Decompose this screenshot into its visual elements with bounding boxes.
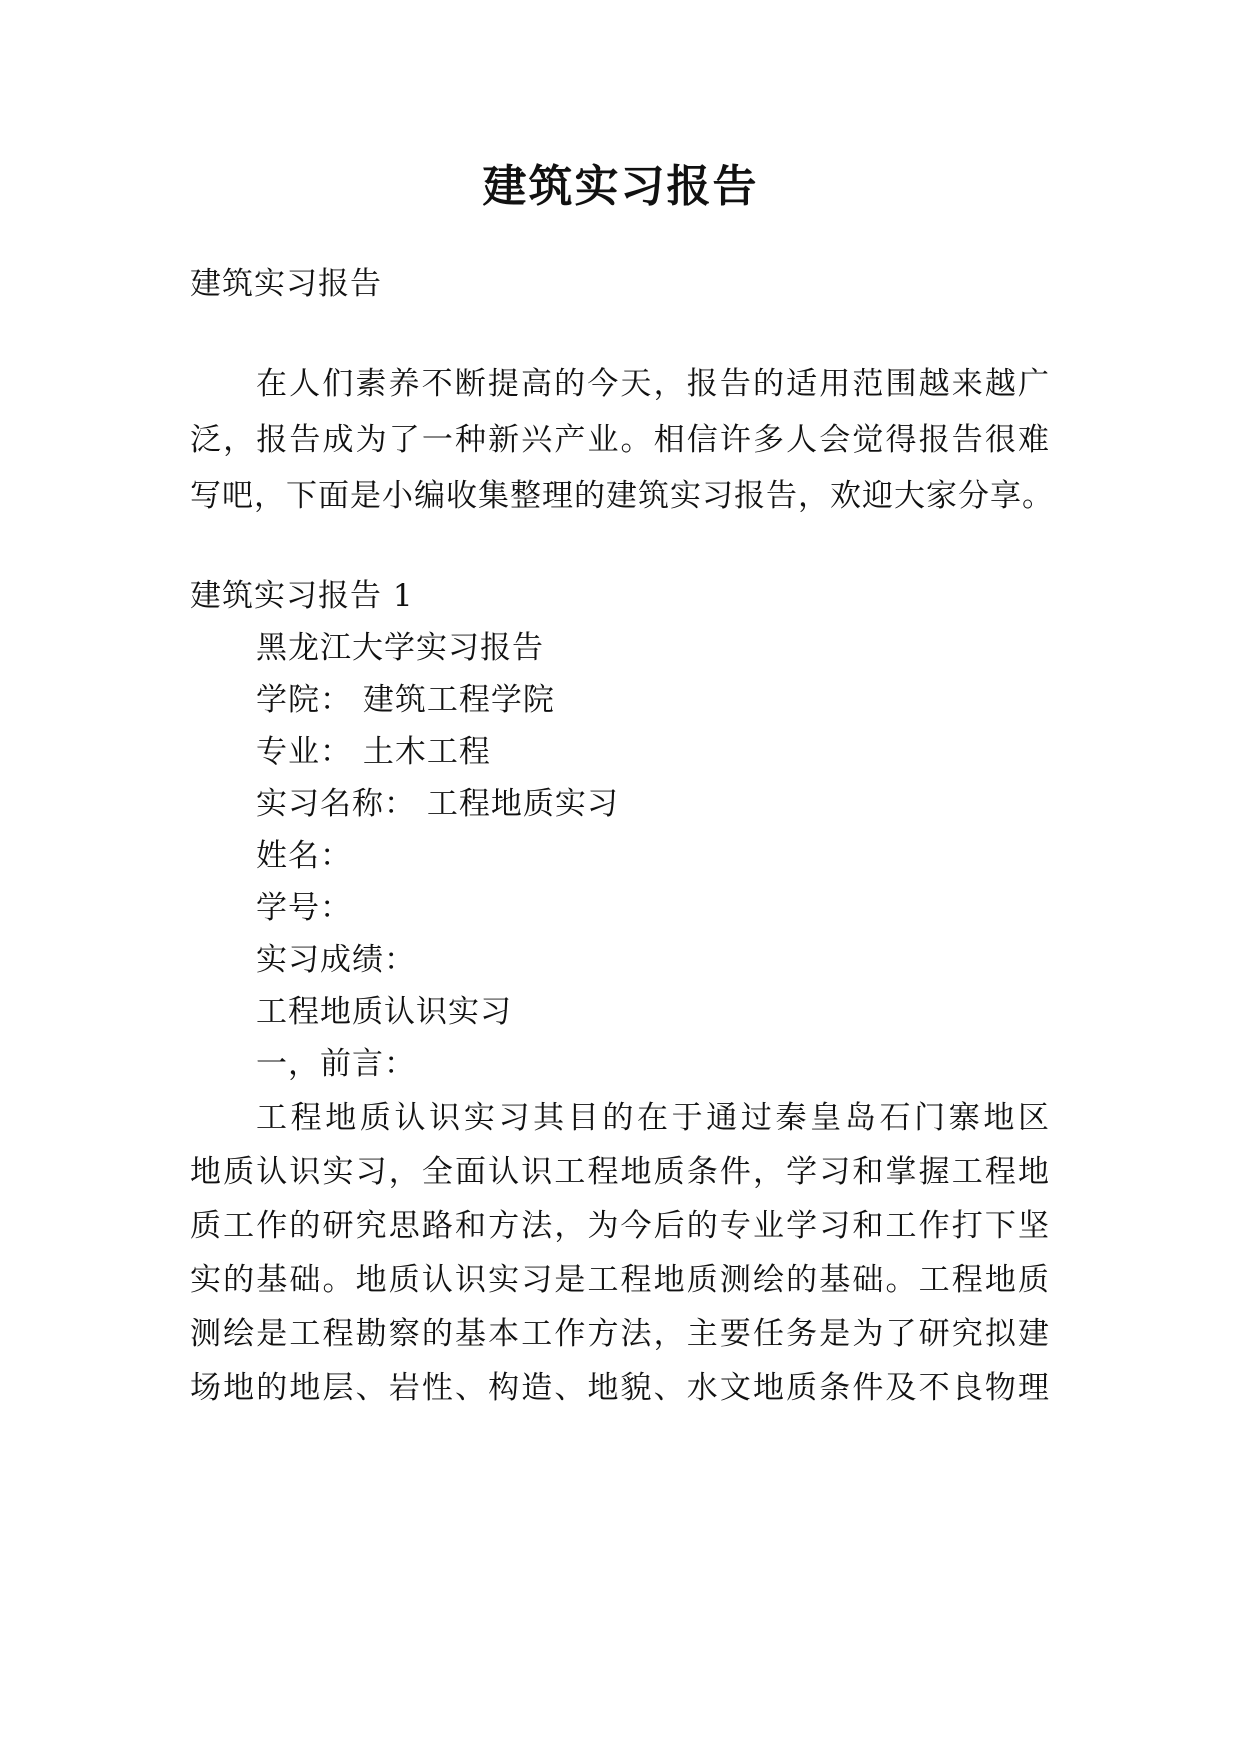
report-info-line: 专业： 土木工程 — [256, 734, 491, 770]
report-info-line: 工程地质认识实习 — [256, 994, 512, 1030]
body-line: 质工作的研究思路和方法，为今后的专业学习和工作打下坚 — [190, 1208, 1050, 1244]
body-line: 地质认识实习，全面认识工程地质条件，学习和掌握工程地 — [190, 1154, 1050, 1190]
body-line: 实的基础。地质认识实习是工程地质测绘的基础。工程地质 — [190, 1262, 1050, 1298]
document-subtitle: 建筑实习报告 — [190, 266, 382, 302]
body-line: 场地的地层、岩性、构造、地貌、水文地质条件及不良物理 — [190, 1370, 1050, 1406]
report-info-line: 姓名： — [256, 838, 352, 874]
section-heading: 建筑实习报告 1 — [190, 578, 414, 614]
body-line: 工程地质认识实习其目的在于通过秦皇岛石门寨地区 — [256, 1100, 1050, 1136]
report-info-line: 学号： — [256, 890, 352, 926]
document-title: 建筑实习报告 — [482, 161, 759, 212]
report-info-line: 实习成绩： — [256, 942, 416, 978]
report-info-line: 学院： 建筑工程学院 — [256, 682, 555, 718]
report-info-line: 黑龙江大学实习报告 — [256, 630, 544, 666]
intro-line: 在人们素养不断提高的今天，报告的适用范围越来越广 — [256, 366, 1050, 402]
intro-line: 写吧，下面是小编收集整理的建筑实习报告，欢迎大家分享。 — [190, 478, 1054, 514]
report-info-line: 一，前言： — [256, 1046, 416, 1082]
report-info-line: 实习名称： 工程地质实习 — [256, 786, 619, 822]
body-line: 测绘是工程勘察的基本工作方法，主要任务是为了研究拟建 — [190, 1316, 1050, 1352]
intro-line: 泛，报告成为了一种新兴产业。相信许多人会觉得报告很难 — [190, 422, 1050, 458]
